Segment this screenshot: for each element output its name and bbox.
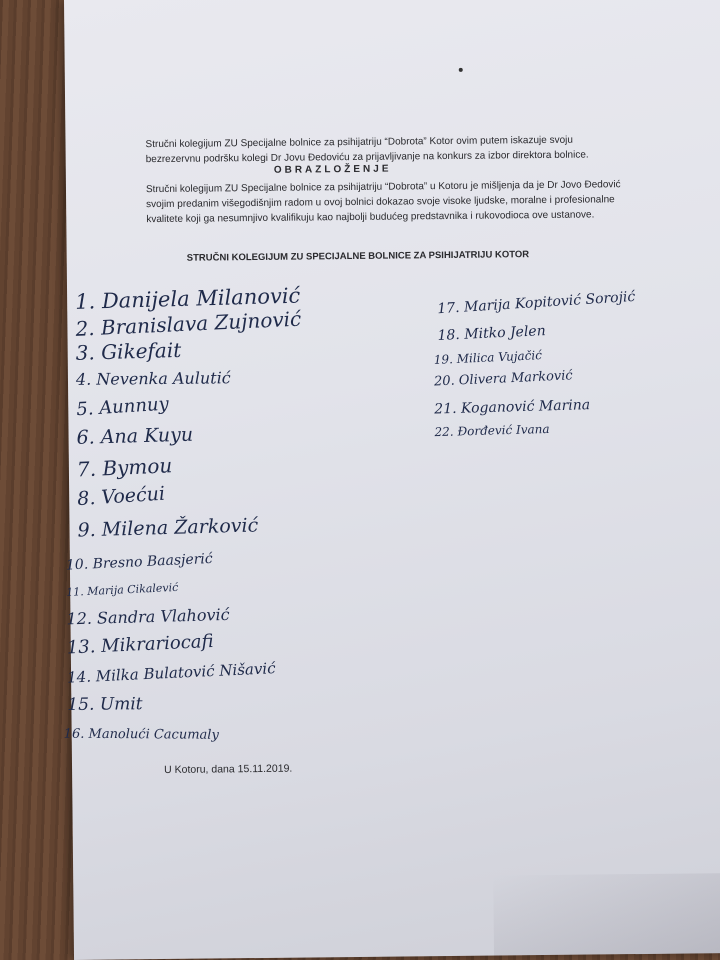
signature-number: 18. (437, 326, 461, 344)
signature-text: Marija Kopitović Sorojić (463, 288, 636, 316)
document-page (64, 0, 720, 960)
signature-text: Bymou (101, 453, 173, 481)
signature-text: Branislava Zujnović (100, 306, 302, 340)
signature-line (66, 551, 213, 574)
signature-number: 6. (76, 426, 96, 449)
signature-line (66, 605, 230, 629)
signature-line (66, 581, 179, 599)
signature-line (77, 514, 258, 541)
signature-text: Mitko Jelen (463, 323, 547, 343)
signature-line (66, 631, 214, 659)
signature-text: Umit (99, 694, 143, 715)
signature-number: 20. (433, 373, 456, 390)
signature-text: Milica Vujačić (456, 348, 543, 366)
signature-text: Marija Cikalević (86, 580, 179, 599)
signature-text: Olivera Marković (458, 368, 573, 389)
signature-text: Manolući Cacumaly (88, 726, 219, 743)
signature-line (434, 368, 573, 389)
signature-text: Mikrariocafi (100, 630, 214, 657)
signature-number: 1. (74, 289, 96, 314)
signature-number: 2. (74, 315, 96, 341)
signature-text: Đorđević Ivana (457, 421, 550, 439)
signature-text: Koganović Marina (460, 397, 591, 417)
signature-number: 11. (65, 585, 85, 599)
signature-line (67, 694, 142, 715)
signature-line (76, 394, 170, 421)
signature-line (76, 424, 193, 449)
signature-line (75, 338, 181, 365)
signature-line (437, 323, 546, 344)
signature-number: 12. (66, 608, 93, 629)
signature-number: 10. (65, 556, 89, 574)
signature-line (434, 397, 590, 417)
signature-text: Voećui (100, 482, 166, 509)
signature-number: 8. (76, 487, 97, 511)
signature-text: Sandra Vlahović (96, 604, 230, 628)
signature-text: Milka Bulatović Nišavić (95, 659, 276, 686)
signature-text: Bresno Baasjerić (92, 550, 214, 573)
signature-number: 22. (434, 424, 454, 440)
signature-line (76, 453, 172, 481)
signature-number: 16. (63, 726, 85, 742)
signature-number: 3. (75, 340, 96, 365)
signature-line (64, 727, 219, 743)
signatures-heading: STRUČNI KOLEGIJUM ZU SPECIJALNE BOLNICE ZA PSIHIJATRIJU KOTOR (186, 249, 530, 264)
signature-text: Ana Kuyu (100, 423, 194, 449)
signature-line (67, 659, 276, 686)
signature-number: 9. (77, 518, 97, 542)
signature-line (76, 368, 231, 389)
signature-text: Gikefait (100, 337, 182, 365)
signature-text: Milena Žarković (101, 514, 259, 541)
support-paragraph: Stručni kolegijum ZU Specijalne bolnice za psihijatriju “Dobrota” Kotor ovim putem iskazuje svoju bezrezervnu podršku kolegi Dr Jovu Đedoviću za prijavljivanje na konkurs za izbor direktora bolnice. (145, 134, 589, 166)
obrazlozenje-heading: OBRAZLOŽENJE (273, 163, 392, 176)
signature-number: 15. (67, 694, 95, 716)
paper-shadow (493, 872, 720, 955)
signature-number: 21. (434, 400, 457, 418)
signature-line (437, 289, 636, 317)
signature-number: 5. (75, 398, 95, 421)
date-line: U Kotoru, dana 15.11.2019. (164, 762, 293, 776)
signature-line (77, 483, 166, 510)
justification-paragraph: Stručni kolegijum ZU Specijalne bolnice za psihijatriju “Dobrota” u Kotoru je mišljenja da je Dr Jovo Đedović svojim predanim višegodišnjim radom u ovoj bolnici dokazao svoje visoke ljudske, moralne i profesionalne kvalitete koji ga nesumnjivo kvalifikuju kao najbolji budućeg predstavnika i rukovodioca ove ustanove. (145, 179, 621, 226)
signature-number: 4. (75, 369, 92, 389)
signature-number: 19. (433, 352, 454, 368)
signature-number: 13. (66, 636, 96, 659)
signature-number: 17. (436, 299, 461, 318)
signature-text: Nevenka Aulutić (96, 368, 231, 389)
signature-line (434, 422, 549, 439)
signature-number: 14. (66, 667, 92, 687)
signature-number: 7. (76, 456, 97, 482)
signature-text: Aunnuy (98, 393, 170, 419)
ink-speck (459, 68, 463, 72)
signature-text: Danijela Milanović (101, 283, 301, 314)
signature-line (434, 348, 543, 367)
